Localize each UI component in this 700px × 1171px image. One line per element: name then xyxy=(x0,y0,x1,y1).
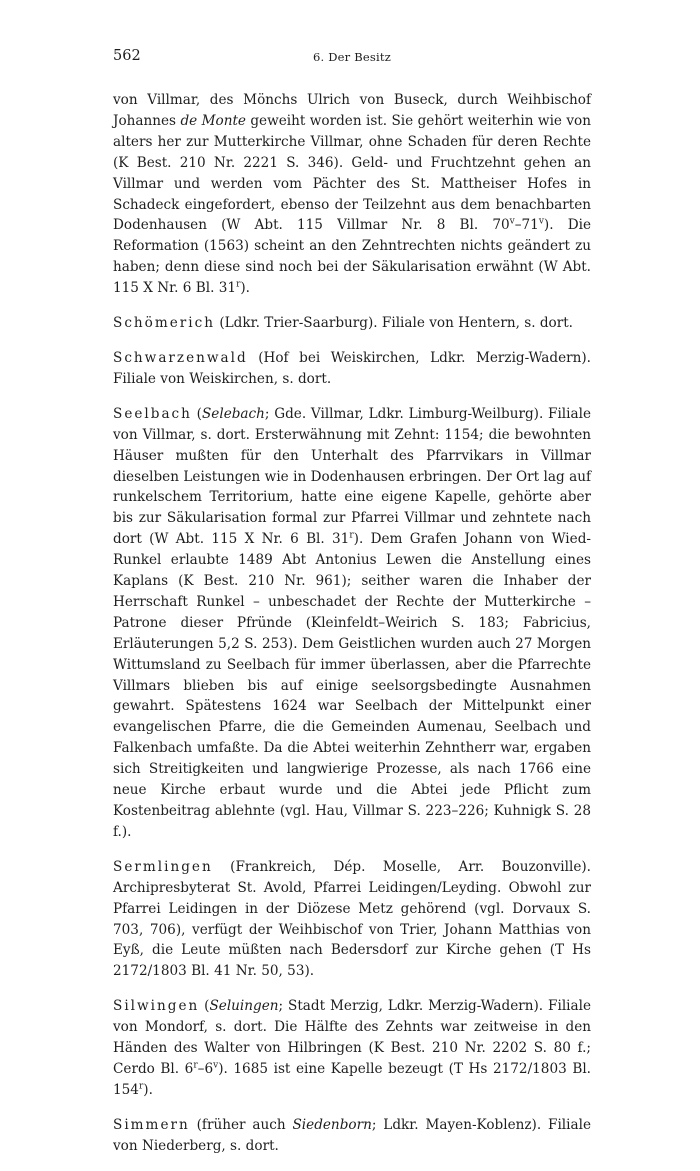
entry-keyword: Seelbach xyxy=(113,405,192,422)
text-segment: ). Dem Grafen Johann von Wied-Runkel erlaubte 1489 Abt Antonius Lewen die Anstellung eines Kaplans (K Best. 210 Nr. 961); seither waren die Inhaber der Herrschaft Runkel – unbeschadet der Rechte der Mutterkirche – Patrone dieser Pfründe (Kleinfeldt–Weirich S. 183; Fabricius, Erläuterungen 5,2 S. 253). Dem Geistlichen wurden auch 27 Morgen Wittumsland zu Seelbach für immer überlassen, aber die Pfarrechte Villmars blieben bis auf einige seelsorgsbedingte Ausnahmen gewahrt. Spätestens 1624 war Seelbach der Mittelpunkt einer evangelischen Pfarre, die die Gemeinden Aumenau, Seelbach und Falkenbach umfaßte. Da die Abtei weiterhin Zehntherr war, ergaben sich Streitigkeiten und langwierige Prozesse, als nach 1766 eine neue Kirche erbaut wurde und die Abtei jede Pflicht zum Kostenbeitrag ablehnte (vgl. Hau, Villmar S. 223–226; Kuhnigk S. 28 f.). xyxy=(113,531,591,840)
entry-keyword: Schwarzenwald xyxy=(113,349,248,366)
text-segment: ). 1685 ist eine Kapelle bezeugt (T Hs 2172/1803 Bl. 154 xyxy=(113,1060,591,1098)
entry-keyword: Sermlingen xyxy=(113,858,213,875)
page-header xyxy=(113,48,591,66)
text-segment: ). Die Reformation (1563) scheint an den Zehntrechten nichts geändert zu haben; denn diese sind noch bei der Säkularisation erwähnt (W Abt. 115 X Nr. 6 Bl. 31 xyxy=(113,217,591,297)
superscript: v xyxy=(538,216,544,227)
italic-text: Seluingen xyxy=(209,998,279,1015)
italic-text: Siedenborn xyxy=(292,1116,372,1133)
entry-keyword: Simmern xyxy=(113,1116,190,1133)
text-segment: ; Ldkr. Mayen-Koblenz). Filiale von Niederberg, s. dort. xyxy=(113,1116,592,1154)
superscript: r xyxy=(138,1081,144,1092)
entry-paragraph xyxy=(113,1115,591,1157)
running-title: 6. Der Besitz xyxy=(313,50,391,64)
entry-paragraph xyxy=(113,313,591,334)
text-segment: ; Gde. Villmar, Ldkr. Limburg-Weilburg). Filiale von Villmar, s. dort. Ersterwähnung mit Zehnt: 1154; die bewohnten Häuser mußten für den Unterhalt des Pfarrvikars in Villmar dieselben Leistungen wie in Dodenhausen erbringen. Der Ort lag auf runkelschem Territorium, hatte eine eigene Kapelle, gehörte aber bis zur Säkularisation formal zur Pfarrei Villmar und zehntete nach dort (W Abt. 115 X Nr. 6 Bl. 31 xyxy=(113,405,591,548)
text-segment: –6 xyxy=(197,1060,214,1077)
superscript: r xyxy=(193,1060,198,1071)
superscript: r xyxy=(349,530,354,541)
text-segment: (Frankreich, Dép. Moselle, Arr. Bouzonville). Archipresbyterat St. Avold, Pfarrei Leidingen/Leyding. Obwohl zur Pfarrei Leidingen in der Diözese Metz gehörend (vgl. Dorvaux S. 703, 706), verfügt der Weihbischof von Trier, Johann Matthias von Eyß, die Leute müßten nach Bedersdorf zur Kirche gehen (T Hs 2172/1803 Bl. 41 Nr. 50, 53). xyxy=(113,858,591,980)
entry-keyword: Silwingen xyxy=(113,998,200,1015)
text-segment: (Hof bei Weiskirchen, Ldkr. Merzig-Wadern). Filiale von Weiskirchen, s. dort. xyxy=(113,349,591,387)
text-segment: –71 xyxy=(514,217,539,234)
text-segment: ). xyxy=(240,280,250,297)
text-segment: geweiht worden ist. Sie gehört weiterhin wie von alters her zur Mutterkirche Villmar, ohne Schaden für deren Rechte (K Best. 210 Nr. 2221 S. 346). Geld- und Fruchtzehnt gehen an Villmar und werden vom Pächter des St. Mattheiser Hofes in Schadeck eingefordert, ebenso der Teilzehnt aus dem benachbarten Dodenhausen (W Abt. 115 Villmar Nr. 8 Bl. 70 xyxy=(113,112,591,234)
superscript: v xyxy=(213,1060,219,1071)
entry-paragraph xyxy=(113,857,591,982)
text-body xyxy=(113,90,591,1171)
superscript: v xyxy=(509,216,515,227)
text-segment: ). xyxy=(143,1081,153,1098)
italic-text: Selebach xyxy=(201,405,265,422)
text-segment: (Ldkr. Trier-Saarburg). Filiale von Hentern, s. dort. xyxy=(215,315,573,332)
text-segment: ( xyxy=(199,998,210,1015)
entry-paragraph xyxy=(113,996,591,1101)
text-segment: ; Stadt Merzig, Ldkr. Merzig-Wadern). Filiale von Mondorf, s. dort. Die Hälfte des Zehnts war zeitweise in den Händen des Walter von Hilbringen (K Best. 210 Nr. 2202 S. 80 f.; Cerdo Bl. 6 xyxy=(113,998,592,1077)
text-segment: (früher auch xyxy=(189,1116,293,1133)
entry-keyword: Schömerich xyxy=(113,315,216,332)
text-segment: von Villmar, des Mönchs Ulrich von Buseck, durch Weihbischof Johannes xyxy=(113,92,591,129)
text-segment: ( xyxy=(191,405,202,422)
superscript: r xyxy=(236,279,241,290)
italic-text: de Monte xyxy=(180,112,246,129)
entry-paragraph xyxy=(113,90,591,299)
entry-paragraph xyxy=(113,348,591,390)
entry-paragraph xyxy=(113,404,591,843)
page-number: 562 xyxy=(113,48,141,64)
